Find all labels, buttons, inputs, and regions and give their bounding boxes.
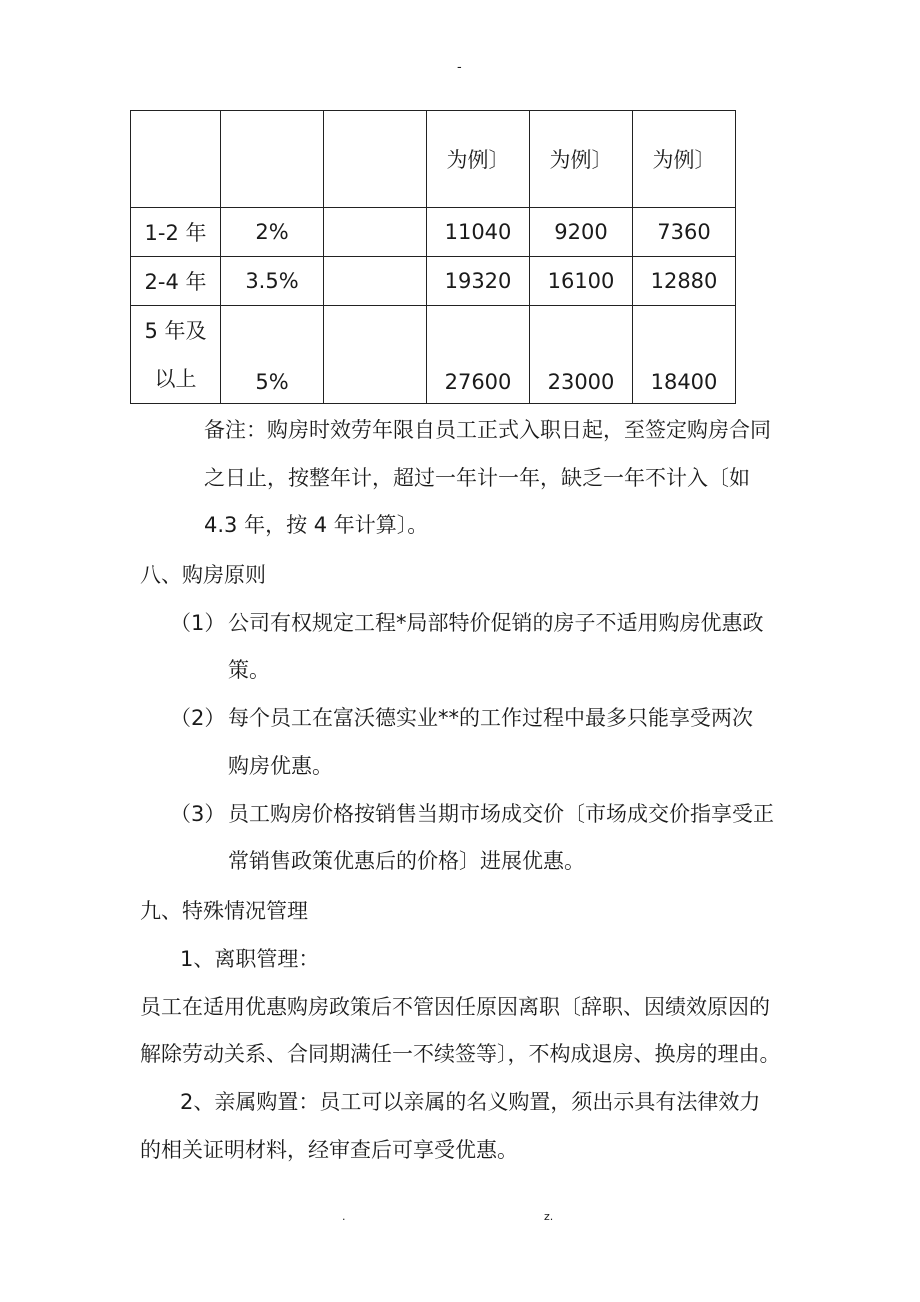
header-cell: 为例〕 bbox=[530, 111, 633, 208]
years-line-2: 以上 bbox=[154, 366, 197, 391]
footer-right-mark: z. bbox=[544, 1210, 554, 1223]
amount-cell: 12880 bbox=[633, 257, 736, 306]
rate-cell: 3.5% bbox=[221, 257, 324, 306]
amount-cell: 16100 bbox=[530, 257, 633, 306]
table-row bbox=[131, 257, 736, 306]
paragraph-line: 的相关证明材料，经审查后可享受优惠。 bbox=[140, 1138, 518, 1162]
amount-cell: 23000 bbox=[530, 306, 633, 404]
table-row bbox=[131, 208, 736, 257]
paragraph-line: 解除劳动关系、合同期满任一不续签等〕，不构成退房、换房的理由。 bbox=[140, 1042, 781, 1066]
amount-cell: 11040 bbox=[427, 208, 530, 257]
item-line-2: 策。 bbox=[228, 658, 270, 682]
discount-table bbox=[130, 110, 736, 404]
section-8-title: 八、购房原则 bbox=[140, 563, 266, 587]
table-row bbox=[131, 306, 736, 404]
amount-cell: 7360 bbox=[633, 208, 736, 257]
note-line-3: 4.3 年，按 4 年计算〕。 bbox=[204, 513, 429, 537]
item-number: （3） bbox=[170, 802, 226, 826]
table-cell bbox=[324, 208, 427, 257]
amount-cell: 9200 bbox=[530, 208, 633, 257]
header-cell: 为例〕 bbox=[427, 111, 530, 208]
table-header-row bbox=[131, 111, 736, 208]
header-cell: 为例〕 bbox=[633, 111, 736, 208]
header-cell bbox=[131, 111, 221, 208]
item-line-2: 常销售政策优惠后的价格〕进展优惠。 bbox=[228, 849, 585, 873]
item-number: （2） bbox=[170, 706, 226, 730]
header-cell bbox=[221, 111, 324, 208]
amount-cell: 19320 bbox=[427, 257, 530, 306]
paragraph-line: 员工在适用优惠购房政策后不管因任原因离职〔辞职、因绩效原因的 bbox=[140, 995, 770, 1019]
paragraph-line: 2、亲属购置：员工可以亲属的名义购置，须出示具有法律效力 bbox=[180, 1090, 761, 1114]
item-line-1: 公司有权规定工程*局部特价促销的房子不适用购房优惠政 bbox=[228, 611, 764, 635]
table-cell bbox=[324, 306, 427, 404]
rate-cell: 5% bbox=[221, 306, 324, 404]
table-cell bbox=[324, 257, 427, 306]
years-line-1: 5 年及 bbox=[144, 318, 207, 343]
years-cell bbox=[131, 306, 221, 404]
years-cell: 1-2 年 bbox=[131, 208, 221, 257]
item-line-1: 员工购房价格按销售当期市场成交价〔市场成交价指享受正 bbox=[228, 802, 774, 826]
subsection-title: 1、离职管理： bbox=[180, 947, 320, 971]
section-9-title: 九、特殊情况管理 bbox=[140, 899, 308, 923]
amount-cell: 18400 bbox=[633, 306, 736, 404]
rate-cell: 2% bbox=[221, 208, 324, 257]
note-line-1: 备注：购房时效劳年限自员工正式入职日起，至签定购房合同 bbox=[204, 418, 771, 442]
item-line-1: 每个员工在富沃德实业**的工作过程中最多只能享受两次 bbox=[228, 706, 753, 730]
note-line-2: 之日止，按整年计，超过一年计一年，缺乏一年不计入〔如 bbox=[204, 466, 750, 490]
amount-cell: 27600 bbox=[427, 306, 530, 404]
item-line-2: 购房优惠。 bbox=[228, 754, 333, 778]
item-number: （1） bbox=[170, 611, 226, 635]
footer-left-mark: . bbox=[342, 1210, 346, 1223]
header-mark: - bbox=[457, 60, 462, 75]
years-cell: 2-4 年 bbox=[131, 257, 221, 306]
header-cell bbox=[324, 111, 427, 208]
